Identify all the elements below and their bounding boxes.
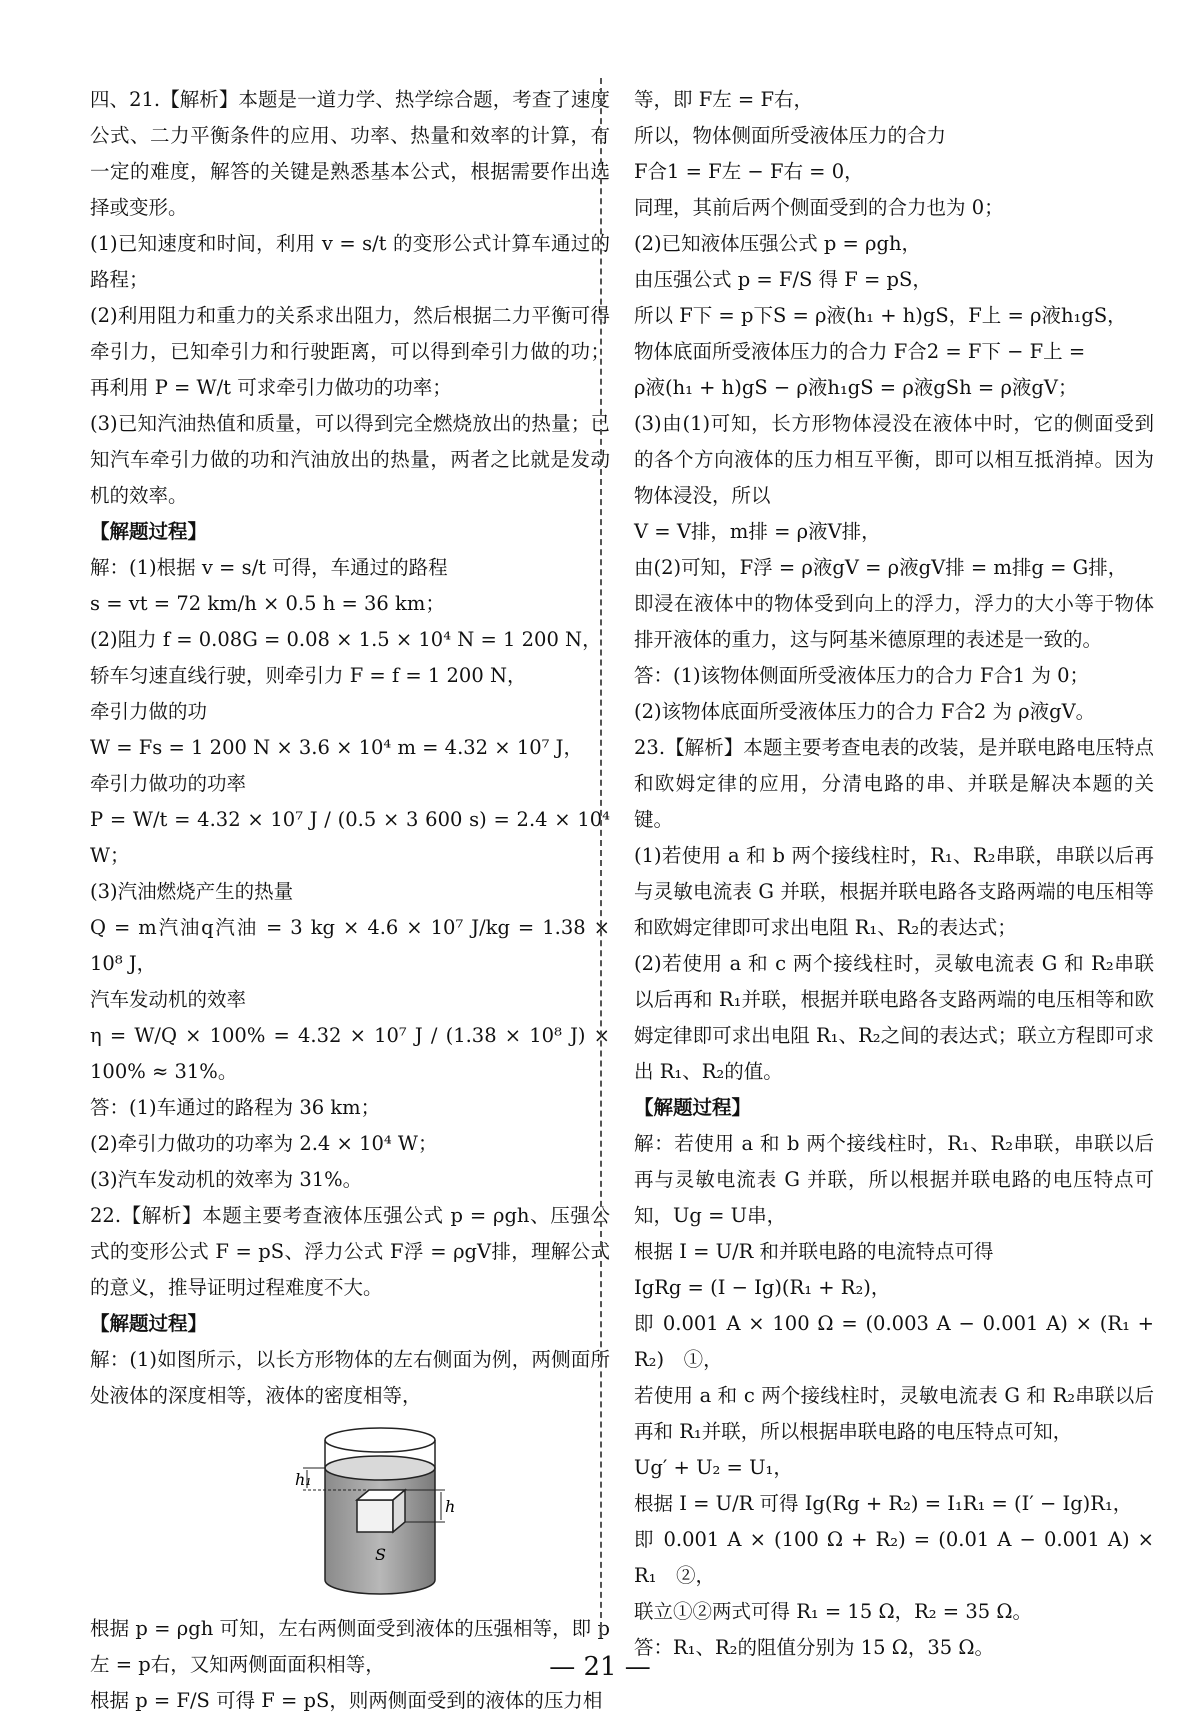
left-line: (1)已知速度和时间，利用 v = s/t 的变形公式计算车通过的路程； xyxy=(90,232,610,291)
left-line: 22.【解析】本题主要考查液体压强公式 p = ρgh、压强公式的变形公式 F = pS、浮力公式 F浮 = ρgV排，理解公式的意义，推导证明过程难度不大。 xyxy=(90,1204,610,1299)
right-line: 答：R₁、R₂的阻值分别为 15 Ω，35 Ω。 xyxy=(634,1636,995,1659)
right-line: 由压强公式 p = F/S 得 F = pS， xyxy=(634,268,932,291)
right-line: (2)已知液体压强公式 p = ρgh， xyxy=(634,232,922,255)
label-s: S xyxy=(375,1545,386,1564)
right-line: 所以，物体侧面所受液体压力的合力 xyxy=(634,124,947,147)
left-line: P = W/t = 4.32 × 10⁷ J / (0.5 × 3 600 s) = 2.4 × 10⁴ W； xyxy=(90,808,610,867)
right-line: 即 0.001 A × (100 Ω + R₂) = (0.01 A − 0.001 A) × R₁ ②， xyxy=(634,1528,1154,1587)
right-line: 即 0.001 A × 100 Ω = (0.003 A − 0.001 A) × (R₁ + R₂) ①， xyxy=(634,1312,1154,1371)
left-line: 轿车匀速直线行驶，则牵引力 F = f = 1 200 N， xyxy=(90,664,527,687)
left-column xyxy=(90,82,610,1719)
left-line: (2)阻力 f = 0.08G = 0.08 × 1.5 × 10⁴ N = 1 200 N， xyxy=(90,628,602,651)
right-line: (2)该物体底面所受液体压力的合力 F合2 为 ρ液gV。 xyxy=(634,700,1096,723)
left-line: 【解题过程】 xyxy=(90,1312,208,1335)
right-line: (1)若使用 a 和 b 两个接线柱时，R₁、R₂串联，串联以后再与灵敏电流表 G 并联，根据并联电路各支路两端的电压相等和欧姆定律即可求出电阻 R₁、R₂的表达式； xyxy=(634,844,1154,939)
right-line: 解：若使用 a 和 b 两个接线柱时，R₁、R₂串联，串联以后再与灵敏电流表 G 并联，所以根据并联电路的电压特点可知，Ug = U串， xyxy=(634,1132,1154,1227)
column-divider xyxy=(600,78,602,1638)
left-line: (3)汽油燃烧产生的热量 xyxy=(90,880,294,903)
right-line: 所以 F下 = p下S = ρ液(h₁ + h)gS，F上 = ρ液h₁gS， xyxy=(634,304,1127,327)
right-line: F合1 = F左 − F右 = 0， xyxy=(634,160,864,183)
cylinder-top xyxy=(325,1428,435,1452)
left-line: η = W/Q × 100% = 4.32 × 10⁷ J / (1.38 × 10⁸ J) × 100% ≈ 31%。 xyxy=(90,1024,610,1083)
left-line: 根据 p = ρgh 可知，左右两侧面受到液体的压强相等，即 p左 = p右，又知两侧面面积相等， xyxy=(90,1617,610,1676)
right-line: IgRg = (I − Ig)(R₁ + R₂)， xyxy=(634,1276,891,1299)
right-column xyxy=(634,82,1154,1666)
cylinder-figure xyxy=(295,1420,465,1605)
block-front xyxy=(357,1500,393,1532)
left-line: 答：(1)车通过的路程为 36 km； xyxy=(90,1096,381,1119)
right-line: 联立①②两式可得 R₁ = 15 Ω，R₂ = 35 Ω。 xyxy=(634,1600,1033,1623)
right-line: 即浸在液体中的物体受到向上的浮力，浮力的大小等于物体排开液体的重力，这与阿基米德原理的表述是一致的。 xyxy=(634,592,1154,651)
right-line: (3)由(1)可知，长方形物体浸没在液体中时，它的侧面受到的各个方向液体的压力相互平衡，即可以相互抵消掉。因为物体浸没，所以 xyxy=(634,412,1154,507)
right-line: 若使用 a 和 c 两个接线柱时，灵敏电流表 G 和 R₂串联以后再和 R₁并联，所以根据串联电路的电压特点可知， xyxy=(634,1384,1154,1443)
right-line: 23.【解析】本题主要考查电表的改装，是并联电路电压特点和欧姆定律的应用，分清电路的串、并联是解决本题的关键。 xyxy=(634,736,1154,831)
right-line: 由(2)可知，F浮 = ρ液gV = ρ液gV排 = m排g = G排， xyxy=(634,556,1128,579)
right-line: Ug′ + U₂ = U₁， xyxy=(634,1456,793,1479)
left-line: (2)利用阻力和重力的关系求出阻力，然后根据二力平衡可得牵引力，已知牵引力和行驶距离，可以得到牵引力做的功；再利用 P = W/t 可求牵引力做功的功率； xyxy=(90,304,610,399)
right-line: 根据 I = U/R 和并联电路的电流特点可得 xyxy=(634,1240,994,1263)
liquid-surface xyxy=(325,1456,435,1480)
left-line: 根据 p = F/S 可得 F = pS，则两侧面受到的液体的压力相 xyxy=(90,1689,603,1712)
right-line: 答：(1)该物体侧面所受液体压力的合力 F合1 为 0； xyxy=(634,664,1090,687)
right-line: ρ液(h₁ + h)gS − ρ液h₁gS = ρ液gSh = ρ液gV； xyxy=(634,376,1078,399)
left-line: 牵引力做功的功率 xyxy=(90,772,247,795)
left-line: 汽车发动机的效率 xyxy=(90,988,247,1011)
left-line: Q = m汽油q汽油 = 3 kg × 4.6 × 10⁷ J/kg = 1.38 × 10⁸ J， xyxy=(90,916,610,975)
left-line: s = vt = 72 km/h × 0.5 h = 36 km； xyxy=(90,592,445,615)
label-h1: h₁ xyxy=(295,1470,312,1489)
right-line: 等，即 F左 = F右， xyxy=(634,88,813,111)
left-line: 【解题过程】 xyxy=(90,520,208,543)
left-line: 牵引力做的功 xyxy=(90,700,208,723)
right-line: 同理，其前后两个侧面受到的合力也为 0； xyxy=(634,196,1004,219)
left-line: (2)牵引力做功的功率为 2.4 × 10⁴ W； xyxy=(90,1132,438,1155)
right-line: (2)若使用 a 和 c 两个接线柱时，灵敏电流表 G 和 R₂串联以后再和 R₁并联，根据并联电路各支路两端的电压相等和欧姆定律即可求出电阻 R₁、R₂之间的表达式；联立方程即可求出 R₁、R₂的值。 xyxy=(634,952,1154,1083)
right-line: 物体底面所受液体压力的合力 F合2 = F下 − F上 = xyxy=(634,340,1086,363)
page-number: — 21 — xyxy=(549,1652,651,1682)
right-line: 根据 I = U/R 可得 Ig(Rg + R₂) = I₁R₁ = (I′ − Ig)R₁， xyxy=(634,1492,1133,1515)
label-h: h xyxy=(445,1497,456,1516)
left-line: W = Fs = 1 200 N × 3.6 × 10⁴ m = 4.32 × 10⁷ J， xyxy=(90,736,583,759)
left-line: 四、21.【解析】本题是一道力学、热学综合题，考查了速度公式、二力平衡条件的应用、功率、热量和效率的计算，有一定的难度，解答的关键是熟悉基本公式，根据需要作出选择或变形。 xyxy=(90,88,610,219)
right-line: V = V排，m排 = ρ液V排， xyxy=(634,520,881,543)
left-line: (3)已知汽油热值和质量，可以得到完全燃烧放出的热量；已知汽车牵引力做的功和汽油放出的热量，两者之比就是发动机的效率。 xyxy=(90,412,610,507)
left-line: (3)汽车发动机的效率为 31%。 xyxy=(90,1168,363,1191)
right-line: 【解题过程】 xyxy=(634,1096,752,1119)
left-line: 解：(1)如图所示，以长方形物体的左右侧面为例，两侧面所处液体的深度相等，液体的密度相等， xyxy=(90,1348,610,1407)
left-line: 解：(1)根据 v = s/t 可得，车通过的路程 xyxy=(90,556,448,579)
